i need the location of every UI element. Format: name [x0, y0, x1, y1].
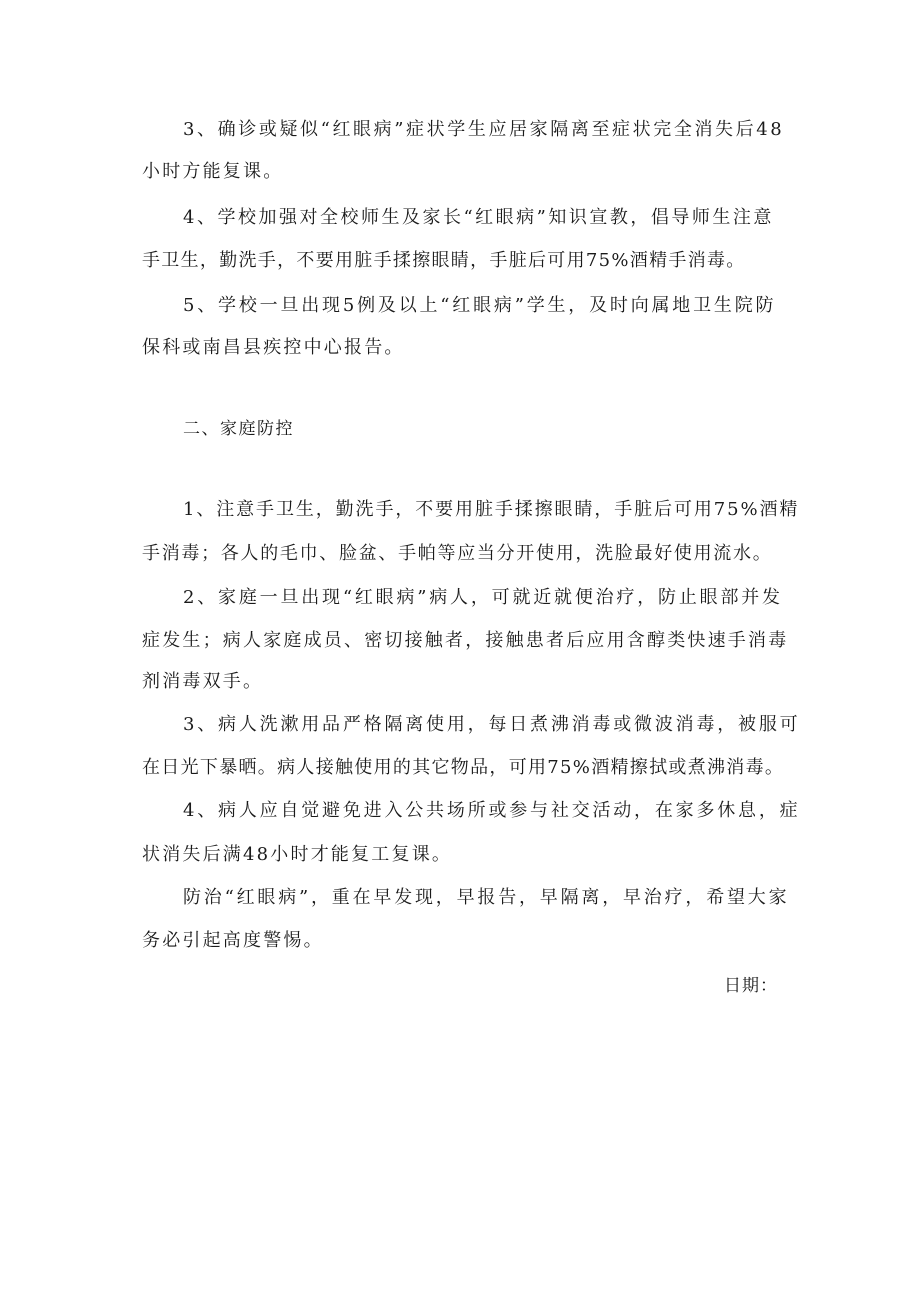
- family-section-heading: 二、家庭防控: [183, 419, 294, 439]
- family-item-1-line-2: 手消毒；各人的毛巾、脸盆、手帕等应当分开使用，洗脸最好使用流水。: [142, 543, 773, 564]
- school-item-5-line-2: 保科或南昌县疾控中心报告。: [142, 337, 405, 358]
- family-item-2-line-3: 剂消毒双手。: [142, 671, 264, 692]
- closing-line-2: 务必引起高度警惕。: [142, 930, 324, 951]
- family-item-4-line-1: 4、病人应自觉避免进入公共场所或参与社交活动，在家多休息，症: [183, 800, 801, 821]
- closing-line-1: 防治“红眼病”，重在早发现，早报告，早隔离，早治疗，希望大家: [183, 887, 790, 908]
- school-item-4-line-1: 4、学校加强对全校师生及家长“红眼病”知识宣教，倡导师生注意: [183, 207, 774, 228]
- family-item-4-line-2: 状消失后满48小时才能复工复课。: [142, 844, 453, 865]
- family-item-2-line-2: 症发生；病人家庭成员、密切接触者，接触患者后应用含醇类快速手消毒: [142, 630, 789, 651]
- family-item-3-line-1: 3、病人洗漱用品严格隔离使用，每日煮沸消毒或微波消毒，被服可: [183, 714, 801, 735]
- school-item-5-line-1: 5、学校一旦出现5例及以上“红眼病”学生，及时向属地卫生院防: [183, 295, 777, 316]
- family-item-3-line-2: 在日光下暴晒。病人接触使用的其它物品，可用75%酒精擦拭或煮沸消毒。: [142, 757, 785, 778]
- date-label: 日期：: [724, 976, 778, 996]
- school-item-4-line-2: 手卫生，勤洗手，不要用脏手揉擦眼睛，手脏后可用75%酒精手消毒。: [142, 250, 746, 271]
- family-item-1-line-1: 1、注意手卫生，勤洗手，不要用脏手揉擦眼睛，手脏后可用75%酒精: [183, 499, 800, 520]
- family-item-2-line-1: 2、家庭一旦出现“红眼病”病人，可就近就便治疗，防止眼部并发: [183, 587, 783, 608]
- school-item-3-line-2: 小时方能复课。: [142, 161, 284, 182]
- school-item-3-line-1: 3、确诊或疑似“红眼病”症状学生应居家隔离至症状完全消失后48: [183, 119, 785, 140]
